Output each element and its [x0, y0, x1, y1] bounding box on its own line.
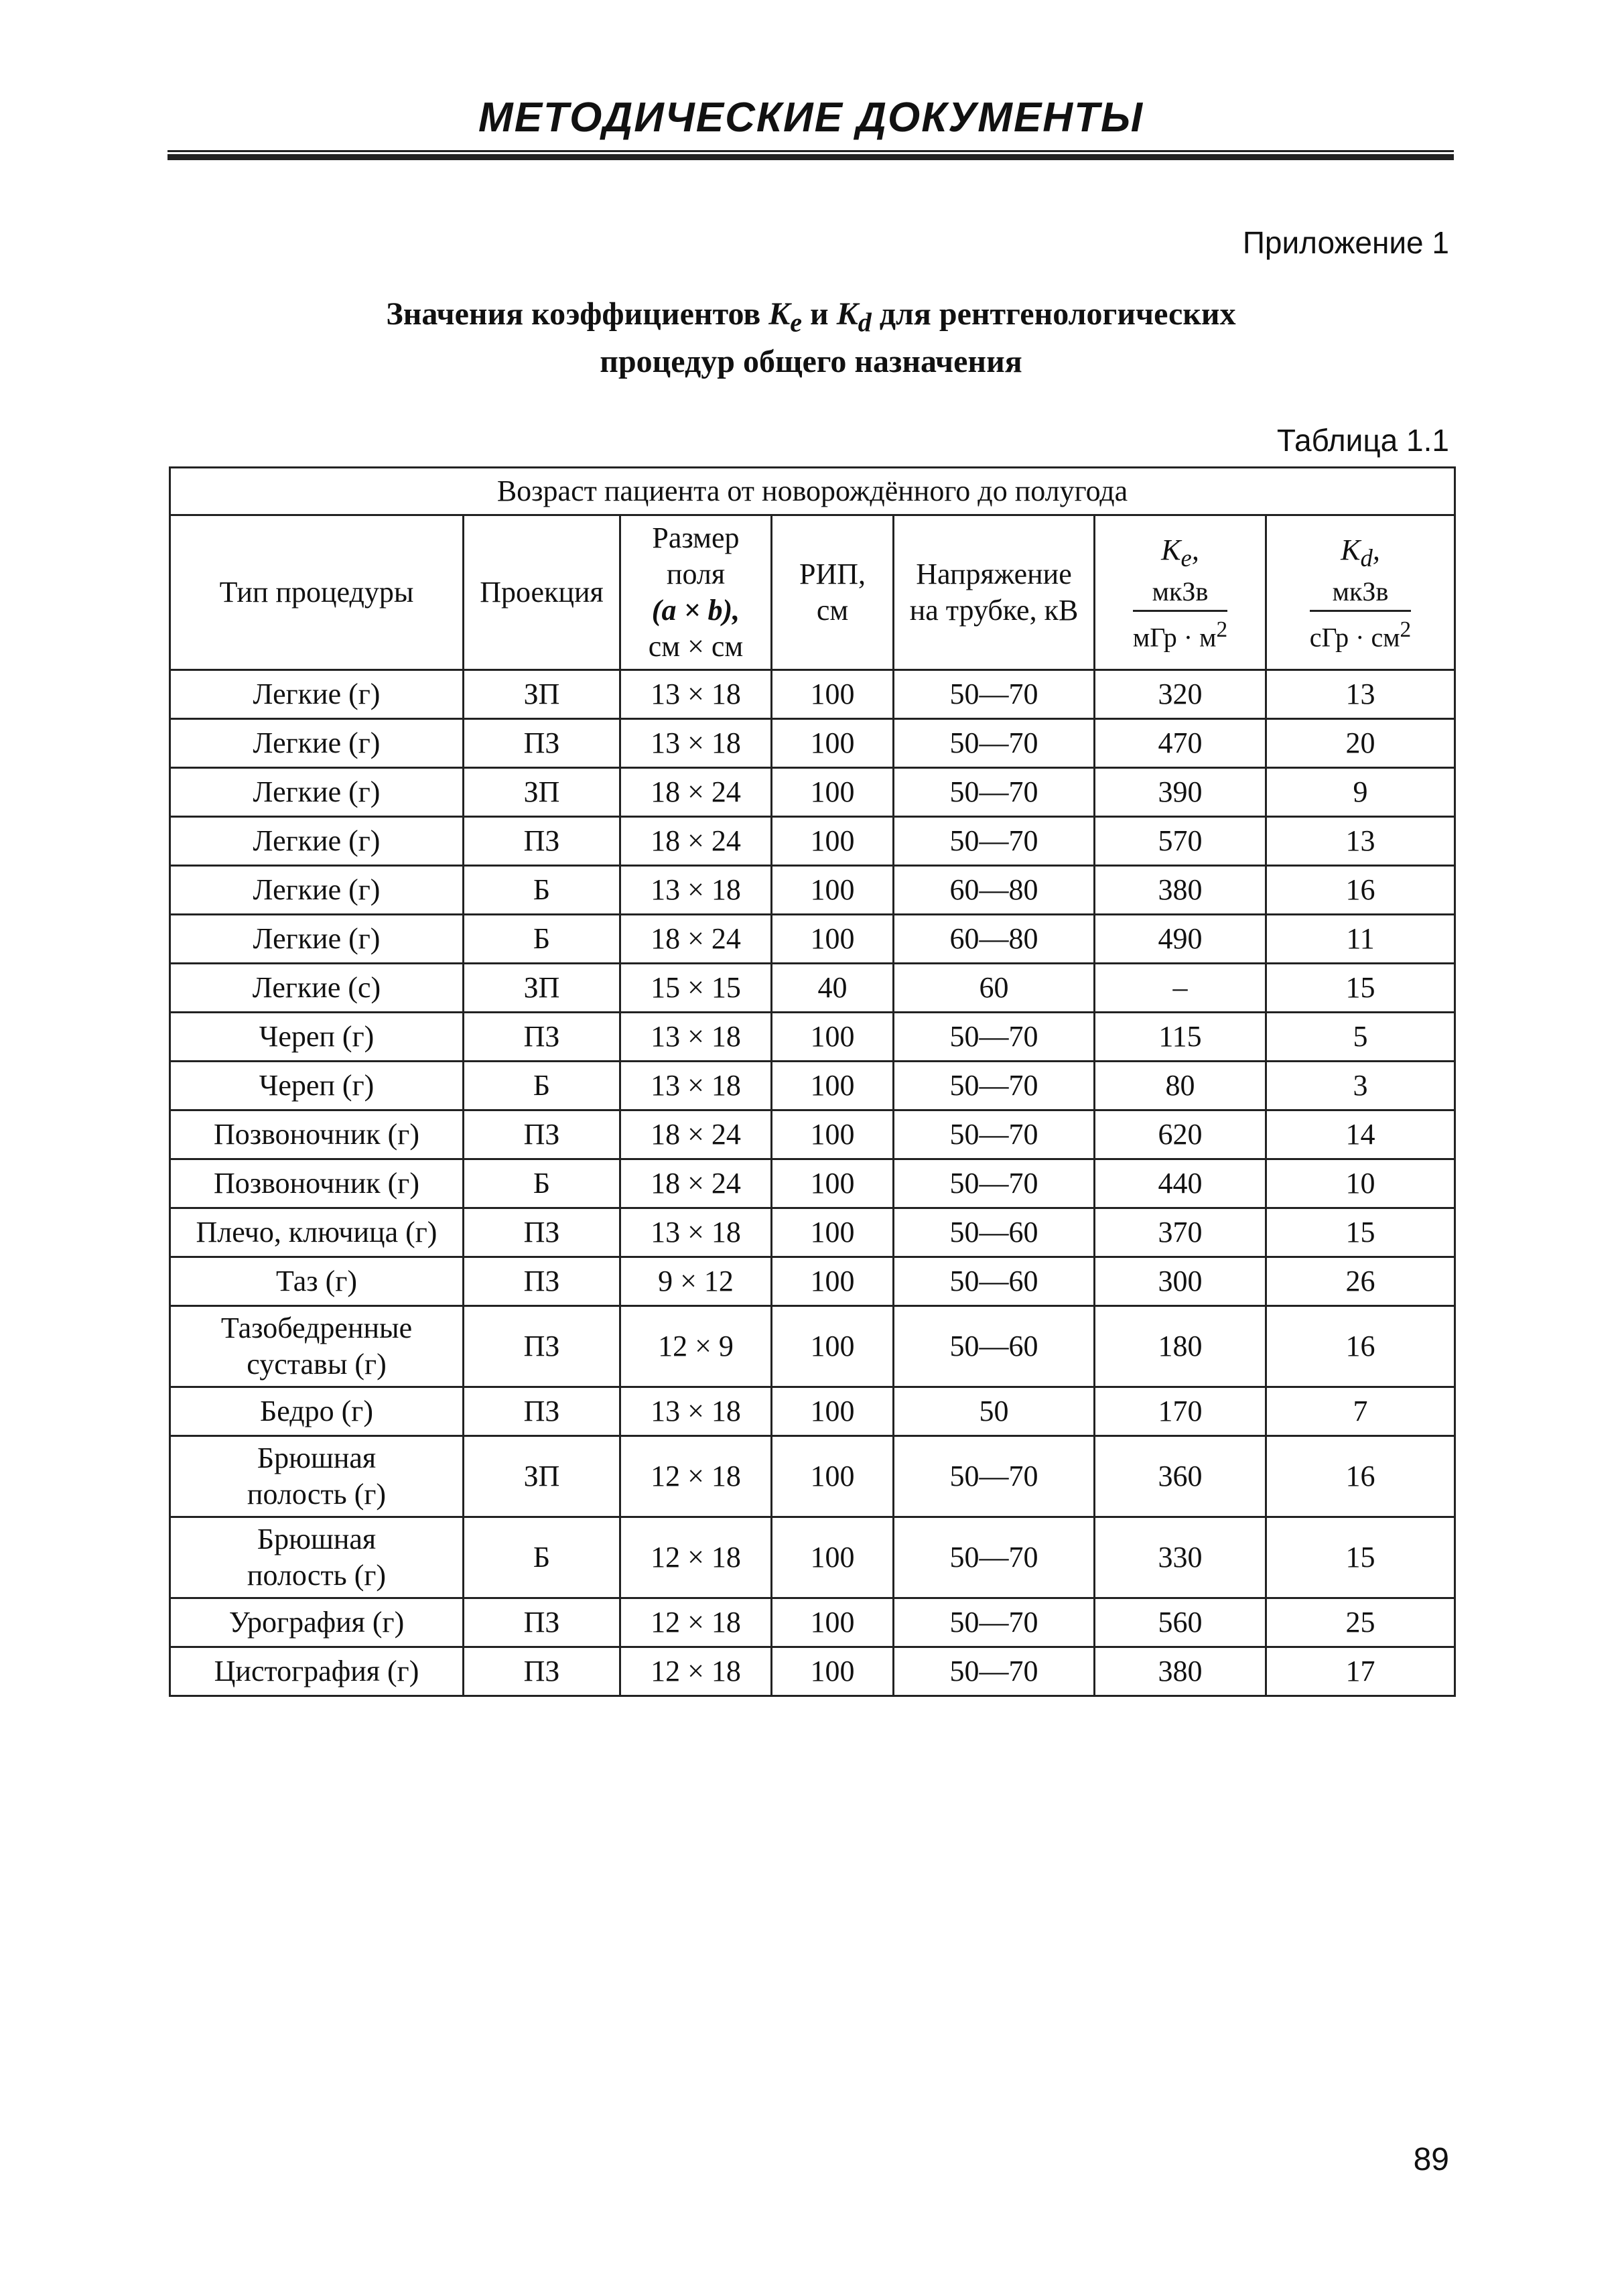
cell-field-size: 18 × 24 — [620, 817, 772, 866]
cell-rip: 100 — [772, 1306, 894, 1387]
header-rule-thin — [167, 150, 1454, 152]
cell-field-size: 13 × 18 — [620, 866, 772, 915]
table-row — [170, 817, 1455, 866]
table-label: Таблица 1.1 — [1276, 423, 1449, 458]
cell-field-size: 13 × 18 — [620, 719, 772, 768]
table-row — [170, 719, 1455, 768]
cell-kd: 9 — [1266, 768, 1455, 817]
cell-voltage: 50—70 — [894, 1013, 1095, 1062]
cell-voltage: 50—70 — [894, 670, 1095, 719]
cell-projection: Б — [464, 866, 620, 915]
cell-voltage: 50—70 — [894, 1110, 1095, 1159]
cell-voltage: 50—60 — [894, 1257, 1095, 1306]
cell-rip: 100 — [772, 1647, 894, 1696]
cell-ke: 470 — [1095, 719, 1266, 768]
cell-procedure: Легкие (г) — [170, 915, 464, 964]
table-row — [170, 1598, 1455, 1647]
cell-projection: ПЗ — [464, 1257, 620, 1306]
cell-field-size: 13 × 18 — [620, 1013, 772, 1062]
cell-kd: 13 — [1266, 817, 1455, 866]
cell-projection: ПЗ — [464, 1208, 620, 1257]
cell-kd: 13 — [1266, 670, 1455, 719]
cell-rip: 100 — [772, 817, 894, 866]
cell-kd: 3 — [1266, 1062, 1455, 1110]
cell-voltage: 60—80 — [894, 866, 1095, 915]
cell-projection: ПЗ — [464, 1387, 620, 1436]
table-row — [170, 1387, 1455, 1436]
table-row — [170, 1013, 1455, 1062]
cell-procedure: Брюшная полость (г) — [170, 1517, 464, 1598]
cell-field-size: 12 × 18 — [620, 1517, 772, 1598]
cell-voltage: 50—70 — [894, 768, 1095, 817]
table-row — [170, 1306, 1455, 1387]
cell-kd: 17 — [1266, 1647, 1455, 1696]
appendix-label: Приложение 1 — [1242, 225, 1449, 260]
cell-ke: 300 — [1095, 1257, 1266, 1306]
cell-ke: 330 — [1095, 1517, 1266, 1598]
cell-ke: 370 — [1095, 1208, 1266, 1257]
age-group-cell: Возраст пациента от новорождённого до полугода — [170, 468, 1455, 515]
cell-rip: 100 — [772, 768, 894, 817]
column-header-voltage: Напряжение на трубке, кВ — [894, 515, 1095, 670]
cell-kd: 10 — [1266, 1159, 1455, 1208]
cell-voltage: 50 — [894, 1387, 1095, 1436]
cell-field-size: 18 × 24 — [620, 1110, 772, 1159]
cell-procedure: Легкие (г) — [170, 670, 464, 719]
cell-field-size: 18 × 24 — [620, 915, 772, 964]
cell-field-size: 15 × 15 — [620, 964, 772, 1013]
cell-ke: 490 — [1095, 915, 1266, 964]
table-row — [170, 1062, 1455, 1110]
kd-unit-fraction: $\frac{\text{мкЗв}}{сГр \cdot см^2}$ — [1309, 576, 1412, 653]
column-header-field-size: Размер поля (a × b), см × см — [620, 515, 772, 670]
cell-voltage: 50—60 — [894, 1306, 1095, 1387]
cell-voltage: 60 — [894, 964, 1095, 1013]
cell-kd: 15 — [1266, 1517, 1455, 1598]
table-row — [170, 866, 1455, 915]
cell-projection: Б — [464, 1159, 620, 1208]
cell-field-size: 18 × 24 — [620, 768, 772, 817]
cell-projection: ЗП — [464, 1436, 620, 1517]
cell-kd: 11 — [1266, 915, 1455, 964]
running-title: МЕТОДИЧЕСКИЕ ДОКУМЕНТЫ — [478, 94, 1144, 141]
cell-rip: 100 — [772, 670, 894, 719]
cell-ke: 360 — [1095, 1436, 1266, 1517]
cell-kd: 16 — [1266, 866, 1455, 915]
cell-projection: Б — [464, 1062, 620, 1110]
cell-voltage: 50—70 — [894, 1436, 1095, 1517]
cell-procedure: Цистография (г) — [170, 1647, 464, 1696]
cell-rip: 40 — [772, 964, 894, 1013]
table-row — [170, 1517, 1455, 1598]
cell-voltage: 60—80 — [894, 915, 1095, 964]
cell-voltage: 50—70 — [894, 817, 1095, 866]
cell-voltage: 50—70 — [894, 1062, 1095, 1110]
cell-projection: ПЗ — [464, 719, 620, 768]
cell-kd: 14 — [1266, 1110, 1455, 1159]
cell-projection: ПЗ — [464, 1647, 620, 1696]
cell-rip: 100 — [772, 1110, 894, 1159]
table-row — [170, 1208, 1455, 1257]
cell-projection: ПЗ — [464, 1110, 620, 1159]
ke-unit-fraction: $\frac{\text{мкЗв}}{мГр \cdot м^2}$ — [1132, 576, 1228, 653]
cell-kd: 15 — [1266, 1208, 1455, 1257]
cell-ke: – — [1095, 964, 1266, 1013]
cell-field-size: 13 × 18 — [620, 670, 772, 719]
table-row — [170, 915, 1455, 964]
table-row — [170, 670, 1455, 719]
cell-ke: 560 — [1095, 1598, 1266, 1647]
cell-projection: ПЗ — [464, 817, 620, 866]
cell-rip: 100 — [772, 1257, 894, 1306]
cell-procedure: Урография (г) — [170, 1598, 464, 1647]
column-header-kd: $K_d$, $\frac{\text{мкЗв}}{сГр \cdot см^2}$ — [1266, 515, 1455, 670]
cell-rip: 100 — [772, 1598, 894, 1647]
column-header-procedure: Тип процедуры — [170, 515, 464, 670]
cell-rip: 100 — [772, 915, 894, 964]
cell-projection: ПЗ — [464, 1013, 620, 1062]
cell-ke: 390 — [1095, 768, 1266, 817]
cell-rip: 100 — [772, 1208, 894, 1257]
cell-procedure: Легкие (с) — [170, 964, 464, 1013]
cell-projection: Б — [464, 1517, 620, 1598]
cell-projection: ЗП — [464, 964, 620, 1013]
cell-field-size: 12 × 18 — [620, 1598, 772, 1647]
cell-procedure: Легкие (г) — [170, 768, 464, 817]
cell-ke: 570 — [1095, 817, 1266, 866]
cell-procedure: Плечо, ключица (г) — [170, 1208, 464, 1257]
table-row — [170, 1159, 1455, 1208]
column-header-rip: РИП, см — [772, 515, 894, 670]
cell-voltage: 50—70 — [894, 1647, 1095, 1696]
table-row — [170, 1257, 1455, 1306]
cell-voltage: 50—70 — [894, 1517, 1095, 1598]
table-row — [170, 964, 1455, 1013]
cell-procedure: Череп (г) — [170, 1013, 464, 1062]
cell-field-size: 13 × 18 — [620, 1208, 772, 1257]
cell-field-size: 13 × 18 — [620, 1387, 772, 1436]
cell-ke: 380 — [1095, 866, 1266, 915]
cell-rip: 100 — [772, 1387, 894, 1436]
cell-ke: 115 — [1095, 1013, 1266, 1062]
cell-procedure: Позвоночник (г) — [170, 1159, 464, 1208]
cell-kd: 16 — [1266, 1306, 1455, 1387]
cell-field-size: 18 × 24 — [620, 1159, 772, 1208]
cell-rip: 100 — [772, 1159, 894, 1208]
cell-kd: 7 — [1266, 1387, 1455, 1436]
cell-ke: 180 — [1095, 1306, 1266, 1387]
cell-ke: 80 — [1095, 1062, 1266, 1110]
cell-voltage: 50—70 — [894, 1598, 1095, 1647]
cell-procedure: Легкие (г) — [170, 719, 464, 768]
cell-field-size: 13 × 18 — [620, 1062, 772, 1110]
cell-procedure: Позвоночник (г) — [170, 1110, 464, 1159]
cell-ke: 440 — [1095, 1159, 1266, 1208]
document-title — [0, 295, 1622, 381]
cell-kd: 26 — [1266, 1257, 1455, 1306]
table-row — [170, 1436, 1455, 1517]
cell-field-size: 12 × 18 — [620, 1436, 772, 1517]
cell-rip: 100 — [772, 1013, 894, 1062]
cell-ke: 320 — [1095, 670, 1266, 719]
cell-voltage: 50—60 — [894, 1208, 1095, 1257]
cell-projection: ЗП — [464, 768, 620, 817]
cell-field-size: 12 × 18 — [620, 1647, 772, 1696]
cell-procedure: Легкие (г) — [170, 866, 464, 915]
cell-procedure: Таз (г) — [170, 1257, 464, 1306]
cell-rip: 100 — [772, 866, 894, 915]
cell-kd: 15 — [1266, 964, 1455, 1013]
table-row — [170, 1647, 1455, 1696]
page-number: 89 — [1413, 2142, 1449, 2177]
cell-ke: 380 — [1095, 1647, 1266, 1696]
cell-field-size: 9 × 12 — [620, 1257, 772, 1306]
cell-voltage: 50—70 — [894, 1159, 1095, 1208]
cell-projection: ПЗ — [464, 1306, 620, 1387]
cell-rip: 100 — [772, 1062, 894, 1110]
cell-rip: 100 — [772, 1517, 894, 1598]
coefficients-table — [169, 466, 1456, 1697]
column-header-ke: $K_e$, $\frac{\text{мкЗв}}{мГр \cdot м^2}$ — [1095, 515, 1266, 670]
document-title-line-2: процедур общего назначения — [600, 343, 1022, 379]
cell-kd: 16 — [1266, 1436, 1455, 1517]
table-row — [170, 768, 1455, 817]
cell-rip: 100 — [772, 719, 894, 768]
cell-kd: 20 — [1266, 719, 1455, 768]
cell-procedure: Брюшная полость (г) — [170, 1436, 464, 1517]
age-group-row — [170, 468, 1455, 515]
column-header-projection: Проекция — [464, 515, 620, 670]
header-rule-thick — [167, 154, 1454, 160]
table-row — [170, 1110, 1455, 1159]
cell-ke: 620 — [1095, 1110, 1266, 1159]
cell-procedure: Череп (г) — [170, 1062, 464, 1110]
cell-kd: 25 — [1266, 1598, 1455, 1647]
cell-procedure: Легкие (г) — [170, 817, 464, 866]
cell-projection: Б — [464, 915, 620, 964]
cell-field-size: 12 × 9 — [620, 1306, 772, 1387]
cell-procedure: Тазобедренные суставы (г) — [170, 1306, 464, 1387]
header-row — [170, 515, 1455, 670]
cell-voltage: 50—70 — [894, 719, 1095, 768]
document-title-line-1: Значения коэффициентов $K_e$ и $K_d$ для рентгенологических — [386, 296, 1236, 338]
cell-projection: ЗП — [464, 670, 620, 719]
cell-rip: 100 — [772, 1436, 894, 1517]
cell-projection: ПЗ — [464, 1598, 620, 1647]
cell-ke: 170 — [1095, 1387, 1266, 1436]
cell-kd: 5 — [1266, 1013, 1455, 1062]
cell-procedure: Бедро (г) — [170, 1387, 464, 1436]
